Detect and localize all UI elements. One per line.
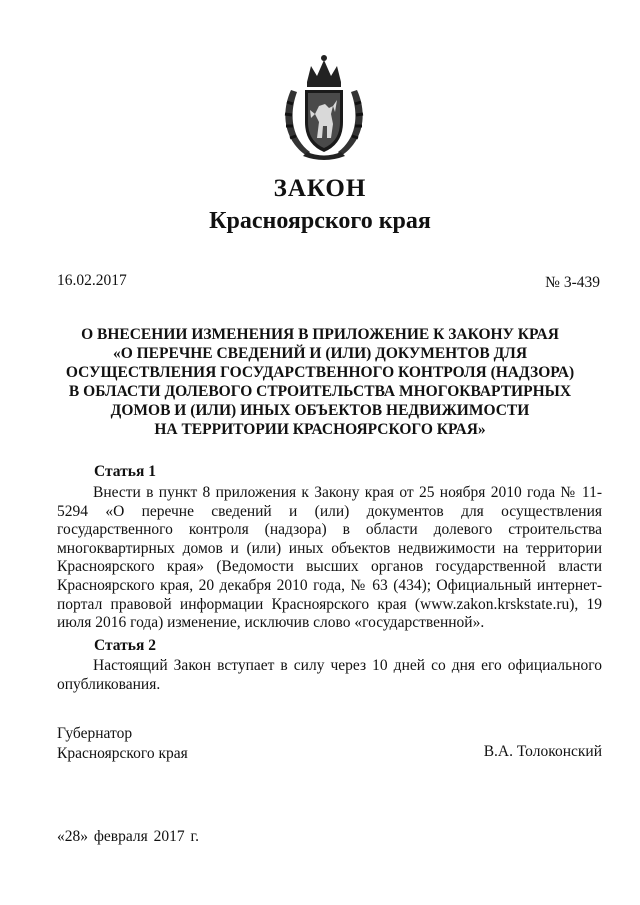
article-2-text: Настоящий Закон вступает в силу через 10 дней со дня его официального опубликования. bbox=[57, 657, 602, 693]
heading-line: «О ПЕРЕЧНЕ СВЕДЕНИЙ И (ИЛИ) ДОКУМЕНТОВ ДЛЯ bbox=[112, 345, 528, 362]
heading-line: О ВНЕСЕНИИ ИЗМЕНЕНИЯ В ПРИЛОЖЕНИЕ К ЗАКОНУ КРАЯ bbox=[81, 326, 559, 343]
law-heading bbox=[40, 325, 600, 439]
heading-line: В ОБЛАСТИ ДОЛЕВОГО СТРОИТЕЛЬСТВА МНОГОКВАРТИРНЫХ bbox=[68, 383, 572, 400]
heading-line: НА ТЕРРИТОРИИ КРАСНОЯРСКОГО КРАЯ» bbox=[154, 421, 486, 438]
article-1-title: Статья 1 bbox=[94, 463, 156, 480]
signer-position-line: Красноярского края bbox=[57, 744, 188, 762]
coat-of-arms-icon bbox=[277, 52, 371, 164]
law-number: № 3-439 bbox=[545, 274, 600, 291]
document-region-subtitle: Красноярского края bbox=[209, 208, 431, 234]
document-type-title: ЗАКОН bbox=[273, 175, 367, 202]
signer-name: В.А. Толоконский bbox=[483, 743, 602, 760]
law-date: 16.02.2017 bbox=[57, 272, 127, 289]
heading-line: ОСУЩЕСТВЛЕНИЯ ГОСУДАРСТВЕННОГО КОНТРОЛЯ (НАДЗОРА) bbox=[65, 364, 575, 381]
signer-position bbox=[57, 724, 188, 763]
signing-date: «28» февраля 2017 г. bbox=[57, 828, 199, 845]
heading-line: ДОМОВ И (ИЛИ) ИНЫХ ОБЪЕКТОВ НЕДВИЖИМОСТИ bbox=[110, 402, 530, 419]
article-1-text: Внести в пункт 8 приложения к Закону края от 25 ноября 2010 года № 11-5294 «О перечне сведений и (или) документов для осуществления государственного контроля (надзора) в области долевого строительства многоквартирных домов и (или) иных объектов недвижимости на территории Красноярского края» (Ведомости высших органов государственной власти Красноярского края, 20 декабря 2010 года, № 63 (434); Официальный интернет-портал правовой информации Красноярского края (www.zakon.krskstate.ru), 19 июля 2016 года) изменение, исключив слово «государственной». bbox=[57, 484, 602, 632]
signer-position-line: Губернатор bbox=[57, 725, 133, 742]
article-2-title: Статья 2 bbox=[94, 637, 156, 654]
